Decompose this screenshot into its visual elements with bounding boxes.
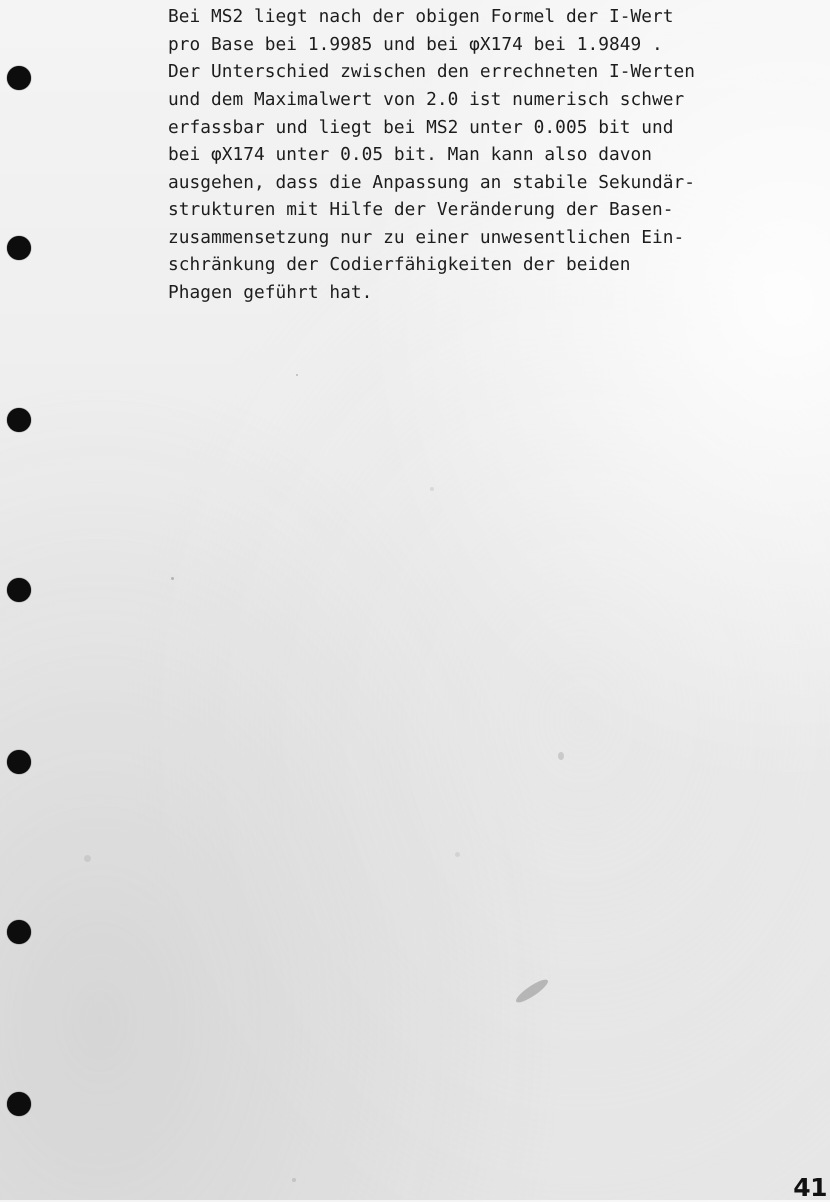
paragraph-line-7: ausgehen, dass die Anpassung an stabile Sekundär- xyxy=(168,171,696,193)
punch-hole-4 xyxy=(7,578,31,602)
paragraph-line-11: Phagen geführt hat. xyxy=(168,281,373,303)
punch-hole-3 xyxy=(7,408,31,432)
typed-paragraph xyxy=(168,3,733,306)
paragraph-line-8: strukturen mit Hilfe der Veränderung der Basen- xyxy=(168,199,674,221)
speck-4 xyxy=(558,752,564,760)
punch-hole-5 xyxy=(7,750,31,774)
speck-6 xyxy=(455,852,460,857)
speck-3 xyxy=(430,487,434,491)
speck-7 xyxy=(292,1178,296,1182)
smudge-streak xyxy=(513,976,550,1006)
paragraph-line-9: zusammensetzung nur zu einer unwesentlichen Ein- xyxy=(168,226,685,248)
paragraph-line-6: bei φX174 unter 0.05 bit. Man kann also davon xyxy=(168,144,652,166)
punch-hole-2 xyxy=(7,236,31,260)
paragraph-line-10: schränkung der Codierfähigkeiten der beiden xyxy=(168,254,631,276)
speck-2 xyxy=(296,374,298,376)
paragraph-line-3: Der Unterschied zwischen den errechneten I-Werten xyxy=(168,61,696,83)
paragraph-line-5: erfassbar und liegt bei MS2 unter 0.005 bit und xyxy=(168,116,674,138)
paragraph-line-1: Bei MS2 liegt nach der obigen Formel der I-Wert xyxy=(168,6,674,27)
speck-5 xyxy=(84,855,91,862)
page-number: 41 xyxy=(793,1173,827,1202)
paragraph-line-4: und dem Maximalwert von 2.0 ist numerisch schwer xyxy=(168,89,685,111)
binder-punch-holes xyxy=(0,0,60,1200)
speck-1 xyxy=(171,577,174,580)
punch-hole-1 xyxy=(7,66,31,90)
punch-hole-6 xyxy=(7,920,31,944)
paragraph-line-2: pro Base bei 1.9985 und bei φX174 bei 1.9849 . xyxy=(168,33,663,55)
punch-hole-7 xyxy=(7,1092,31,1116)
